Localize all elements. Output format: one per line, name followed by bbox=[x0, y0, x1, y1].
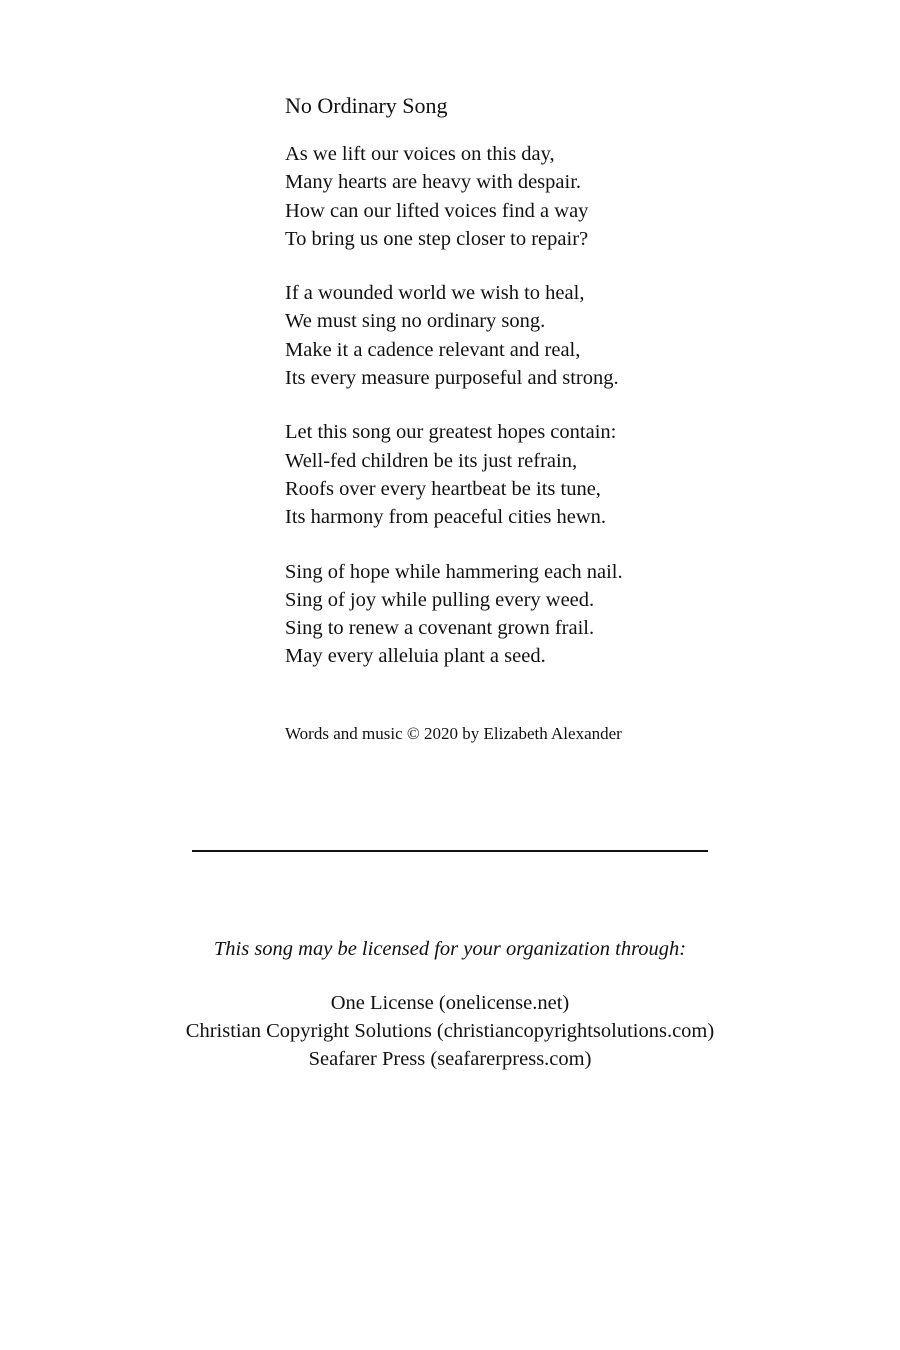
poem-line: Its harmony from peaceful cities hewn. bbox=[285, 506, 607, 529]
poem-line: Sing of hope while hammering each nail. bbox=[285, 560, 623, 583]
poem-line: As we lift our voices on this day, bbox=[285, 143, 555, 165]
stanza-1 bbox=[285, 140, 805, 253]
license-source-onelicense: One License (onelicense.net) bbox=[330, 992, 570, 1014]
poem-line: Roofs over every heartbeat be its tune, bbox=[285, 477, 601, 500]
license-source-seafarer: Seafarer Press (seafarerpress.com) bbox=[308, 1048, 592, 1070]
poem-line: Sing to renew a covenant grown frail. bbox=[285, 617, 595, 640]
poem-line: Its every measure purposeful and strong. bbox=[285, 367, 619, 390]
stanza-3 bbox=[285, 418, 805, 531]
stanza-2 bbox=[285, 279, 805, 392]
poem-line: Well-fed children be its just refrain, bbox=[285, 449, 578, 472]
song-title: No Ordinary Song bbox=[285, 93, 448, 118]
poem-line: To bring us one step closer to repair? bbox=[285, 227, 589, 250]
poem-line: May every alleluia plant a seed. bbox=[285, 645, 546, 668]
divider bbox=[192, 850, 708, 852]
poem bbox=[285, 92, 805, 697]
license-source-ccs: Christian Copyright Solutions (christiancopyrightsolutions.com) bbox=[185, 1020, 715, 1042]
licensing-section bbox=[0, 935, 900, 1073]
poem-line: Many hearts are heavy with despair. bbox=[285, 171, 582, 194]
poem-line: Sing of joy while pulling every weed. bbox=[285, 588, 595, 611]
poem-line: If a wounded world we wish to heal, bbox=[285, 282, 585, 305]
licensing-intro: This song may be licensed for your organization through: bbox=[213, 938, 687, 960]
stanza-4 bbox=[285, 558, 805, 671]
poem-line: We must sing no ordinary song. bbox=[285, 310, 546, 333]
poem-line: Let this song our greatest hopes contain: bbox=[285, 421, 617, 444]
copyright-credit: Words and music © 2020 by Elizabeth Alexander bbox=[285, 724, 622, 743]
poem-line: Make it a cadence relevant and real, bbox=[285, 338, 581, 361]
poem-line: How can our lifted voices find a way bbox=[285, 199, 589, 222]
